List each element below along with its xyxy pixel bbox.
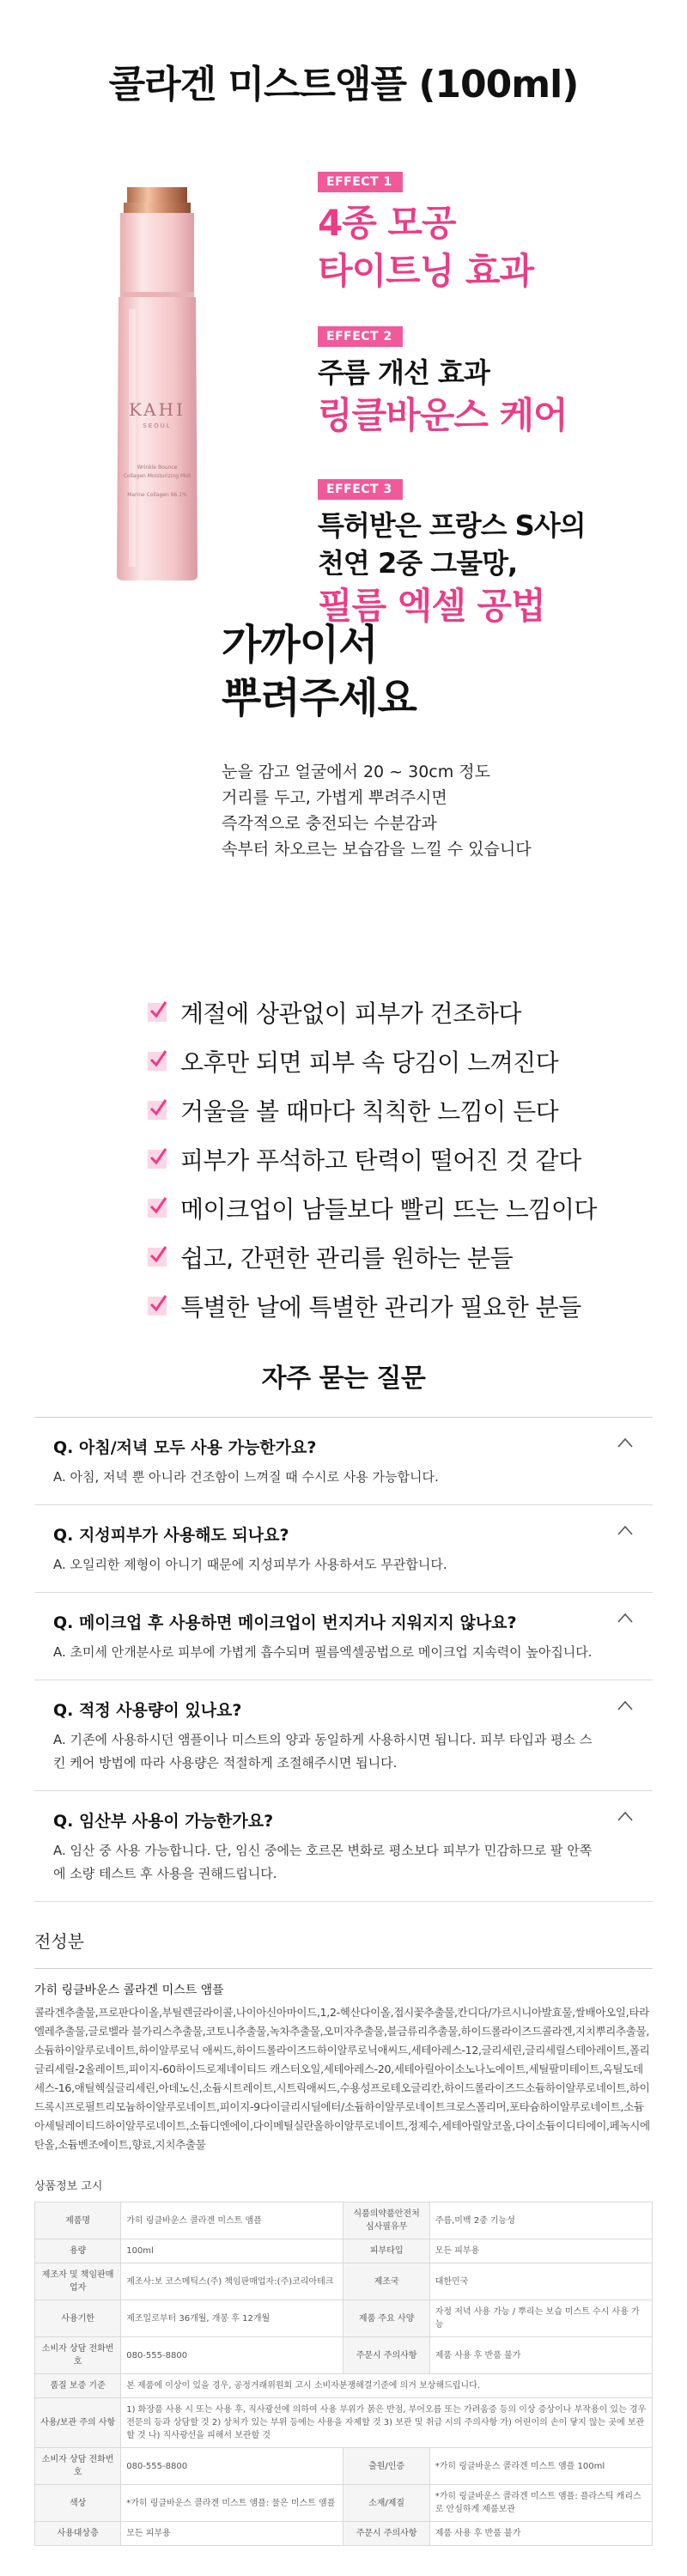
faq-question[interactable]: Q. 적정 사용량이 있나요? — [53, 1701, 242, 1720]
product-info-title: 상품정보 고시 — [34, 2180, 103, 2193]
product-brand: KAHI — [129, 399, 185, 420]
chevron-up-icon[interactable] — [617, 1612, 634, 1624]
table-header-cell: 사용대상층 — [35, 2522, 121, 2546]
table-cell: 제조사:보 코스메틱스(주) 책임판매업자:(주)코리아테크 — [121, 2263, 344, 2300]
spray-text-line: 속부터 차오르는 보습감을 느낄 수 있습니다 — [222, 840, 532, 859]
ingredients-title: 전성분 — [34, 1928, 653, 1969]
checklist-item — [148, 1085, 687, 1134]
effect-badge: EFFECT 1 — [318, 172, 403, 192]
check-icon — [148, 1248, 167, 1267]
effect-line: 4종 모공 — [318, 202, 456, 244]
product-brand-sub: SEOUL — [143, 422, 172, 429]
table-cell: *가히 링클바운스 콜라겐 미스트 앰플: 물은 미스트 앰플 — [121, 2485, 344, 2522]
faq-question[interactable]: Q. 메이크업 후 사용하면 메이크업이 번지거나 지워지지 않나요? — [53, 1613, 517, 1632]
table-header-cell: 품질 보증 기준 — [35, 2374, 121, 2398]
faq-question[interactable]: Q. 지성피부가 사용해도 되나요? — [53, 1526, 289, 1545]
table-header-cell: 제조국 — [344, 2263, 429, 2300]
table-row — [35, 2263, 653, 2300]
table-header-cell: 사용/보관 주의 사항 — [35, 2398, 121, 2448]
faq-answer: A. 초미세 안개분사로 피부에 가볍게 흡수되며 필름엑셀공법으로 메이크업 지속력이 높아집니다. — [53, 1644, 593, 1660]
check-icon — [148, 1150, 167, 1169]
effect-2 — [318, 326, 568, 440]
table-header-cell: 소비자 상담 전화번호 — [35, 2448, 121, 2485]
table-header-cell: 사용기한 — [35, 2300, 121, 2337]
faq-item[interactable] — [34, 1680, 653, 1791]
checklist-item — [148, 987, 687, 1036]
checklist-text: 피부가 푸석하고 탄력이 떨어진 것 같다 — [180, 1145, 581, 1175]
chevron-up-icon[interactable] — [617, 1524, 634, 1536]
table-header-cell: 소비자 상담 전화번호 — [35, 2337, 121, 2374]
faq-answer: A. 기존에 사용하시던 앰플이나 미스트의 양과 동일하게 사용하시면 됩니다. 피부 타입과 평소 스킨 케어 방법에 따라 사용량은 적절하게 조절해주시면 됩니다. — [53, 1732, 593, 1771]
checklist-item — [148, 1281, 687, 1330]
table-cell: 모든 피부용 — [121, 2522, 344, 2546]
bottle-illustration — [101, 172, 213, 584]
product-info-table — [34, 2202, 653, 2546]
check-icon — [148, 1003, 167, 1022]
spray-text-line: 거리를 두고, 가볍게 뿌려주시면 — [222, 788, 447, 807]
spray-section — [0, 584, 687, 987]
table-header-cell: 제조자 및 책임판매업자 — [35, 2263, 121, 2300]
table-header-cell: 식품의약품안전처 심사필유무 — [344, 2202, 429, 2239]
table-header-cell: 피부타입 — [344, 2239, 429, 2263]
table-cell: 080-555-8800 — [121, 2337, 344, 2374]
checklist-item — [148, 1036, 687, 1085]
checklist-text: 메이크업이 남들보다 빨리 뜨는 느낌이다 — [180, 1194, 597, 1224]
table-header-cell: 색상 — [35, 2485, 121, 2522]
effect-1 — [318, 172, 533, 295]
spray-description — [222, 759, 687, 862]
table-header-cell: 제품 주요 사양 — [344, 2300, 429, 2337]
faq-item[interactable] — [34, 1593, 653, 1680]
effect-line: 타이트닝 효과 — [318, 250, 534, 292]
chevron-up-icon[interactable] — [617, 1810, 634, 1822]
effects-section — [0, 129, 687, 627]
effect-line: 링클바운스 케어 — [318, 394, 568, 436]
recommendation-checklist — [0, 987, 687, 1331]
table-cell: 1) 화장품 사용 시 또는 사용 후, 직사광선에 의하여 사용 부위가 붉은 반점, 부어오름 또는 가려움증 등의 이상 증상이나 부작용이 있는 경우 전문의 등과 상담할 것 2) 상처가 있는 부위 등에는 사용을 자제할 것 3) 보관 및 취급 시의 주의사항 가) 어린이의 손이 닿지 않는 곳에 보관할 것 나) 직사광선을 피해서 보관할 것 — [121, 2398, 653, 2448]
checklist-text: 오후만 되면 피부 속 당김이 느껴진다 — [180, 1048, 559, 1077]
table-row — [35, 2239, 653, 2263]
check-icon — [148, 1101, 167, 1120]
table-cell: 가히 링클바운스 콜라겐 미스트 앰플 — [121, 2202, 344, 2239]
faq-item[interactable] — [34, 1791, 653, 1902]
faq-answer: A. 오일리한 제형이 아니기 때문에 지성피부가 사용하셔도 무관합니다. — [53, 1557, 447, 1572]
faq-section — [0, 1331, 687, 1902]
product-bottle-image — [101, 172, 213, 584]
table-cell: 자정 저녁 사용 가능 / 뿌리는 보습 미스트 수시 사용 가능 — [429, 2300, 652, 2337]
product-line-2: Collagen Moisturizing Mist — [123, 473, 192, 479]
faq-question[interactable]: Q. 임산부 사용이 가능한가요? — [53, 1812, 274, 1831]
spray-heading — [222, 584, 687, 725]
spray-text-line: 눈을 감고 얼굴에서 20 ~ 30cm 정도 — [222, 762, 491, 781]
table-header-cell: 주문시 주의사항 — [344, 2522, 429, 2546]
checklist-item — [148, 1232, 687, 1281]
table-cell: *가히 링클바운스 콜라겐 미스트 앰플: 플라스틱 캐리스로 안심하게 제품보관 — [429, 2485, 652, 2522]
ingredients-list: 콜라겐추출물,프로판다이올,부틸렌글라이콜,나이아신아마이드,1,2-헥산다이올,접시꽃추출물,칸디다/가르시니아발효물,쌀배아오일,타라엘레추출물,글로벨라 블가리스추출물,코토니추출물,녹차추출물,오미자추출물,블금류리추출물,하이드롤라이즈드콜라겐,지치뿌리추출물,소듐하이알루로네이트,하이알루로닉 애씨드,하이드롤라이즈드하이알루로닉애씨드,세테아레스-12,글리세린,글리세릴스테아레이트,폴리글리세릴-2올레이트,피이지-60하이드로제네이티드 캐스터오일,세테아레스-20,세테아릴아이소노나노에이트,세틸팔미테이트,옥틸도데세스-16,애틸헥실글리세린,아데노신,소듐시트레이트,시트릭애씨드,수용성프로테오글리칸,하이드롤라이즈드소듐하이알루로네이트,하이드록시프로필트리모늄하이알루로네이트,피이지-9다이글리시딜에터/소듐하이알루로네이트크로스폴리머,포타슘하이알루로네이트,소듐아세틸레이티드하이알루로네이트,소듐디엔에이,다이메틸실란올하이알루로네이트,정제수,세테아릴알코올,다이소듐이디티에이,페녹시에탄올,소듐벤조에이트,향료,지치추출물 — [34, 2006, 650, 2151]
table-row — [35, 2522, 653, 2546]
table-header-cell: 출원/인증 — [344, 2448, 429, 2485]
check-icon — [148, 1199, 167, 1218]
effect-badge: EFFECT 3 — [318, 479, 403, 500]
table-row — [35, 2398, 653, 2448]
table-header-cell: 주문시 주의사항 — [344, 2337, 429, 2374]
spray-text-line: 즉각적으로 충전되는 수분감과 — [222, 814, 437, 833]
table-header-cell: 제품명 — [35, 2202, 121, 2239]
table-row — [35, 2448, 653, 2485]
table-cell: 모든 피부용 — [429, 2239, 652, 2263]
effect-line: 주름 개선 효과 — [318, 356, 489, 389]
effect-badge: EFFECT 2 — [318, 326, 403, 347]
table-row — [35, 2374, 653, 2398]
table-row — [35, 2485, 653, 2522]
effect-line: 천연 2중 그물망, — [318, 547, 518, 580]
spray-heading-line-1: 가까이서 — [222, 621, 378, 669]
page-title: 콜라겐 미스트앰플 (100ml) — [108, 63, 579, 106]
checklist-text: 쉽고, 간편한 관리를 원하는 분들 — [180, 1243, 514, 1273]
product-line-1: Wrinkle Bounce — [137, 465, 178, 471]
checklist-text: 특별한 날에 특별한 관리가 필요한 분들 — [180, 1292, 581, 1321]
table-cell: 100ml — [121, 2239, 344, 2263]
effect-line: 필름 엑셀 공법 — [318, 585, 545, 627]
faq-item[interactable] — [34, 1418, 653, 1505]
chevron-up-icon[interactable] — [617, 1437, 634, 1449]
product-info-section — [34, 2177, 653, 2546]
checklist-text: 계절에 상관없이 피부가 건조하다 — [180, 999, 521, 1028]
table-cell: 080-555-8800 — [121, 2448, 344, 2485]
faq-question[interactable]: Q. 아침/저녁 모두 사용 가능한가요? — [53, 1438, 317, 1457]
ingredients-section — [34, 1928, 653, 2154]
faq-list — [34, 1417, 653, 1902]
table-cell: 본 제품에 이상이 있을 경우, 공정거래위원회 고시 소비자분쟁해결기준에 의거 보상해드립니다. — [121, 2374, 653, 2398]
table-row — [35, 2337, 653, 2374]
checklist-item — [148, 1183, 687, 1232]
check-icon — [148, 1297, 167, 1315]
faq-answer: A. 임산 중 사용 가능합니다. 단, 임신 중에는 호르몬 변화로 평소보다 피부가 민감하므로 팔 안쪽에 소량 테스트 후 사용을 권해드립니다. — [53, 1843, 593, 1881]
table-cell: 주름,미백 2중 기능성 — [429, 2202, 652, 2239]
chevron-up-icon[interactable] — [617, 1699, 634, 1711]
product-line-3: Marine Collagen 96.1% — [127, 492, 187, 498]
ingredients-product-name: 가히 링클바운스 콜라겐 미스트 앰플 — [34, 1984, 224, 1997]
checklist-item — [148, 1134, 687, 1183]
table-header-cell: 용량 — [35, 2239, 121, 2263]
check-icon — [148, 1052, 167, 1071]
table-cell: 제조일로부터 36개월, 개봉 후 12개월 — [121, 2300, 344, 2337]
faq-item[interactable] — [34, 1505, 653, 1593]
faq-title: 자주 묻는 질문 — [261, 1364, 426, 1394]
effect-line: 특허받은 프랑스 S사의 — [318, 509, 586, 542]
table-cell: 대한민국 — [429, 2263, 652, 2300]
table-row — [35, 2202, 653, 2239]
table-cell: 제품 사용 후 반품 불가 — [429, 2337, 652, 2374]
faq-answer: A. 아침, 저녁 뿐 아니라 건조함이 느껴질 때 수시로 사용 가능합니다. — [53, 1469, 439, 1485]
table-row — [35, 2300, 653, 2337]
table-cell: *가히 링클바운스 콜라겐 미스트 앰플 100ml — [429, 2448, 652, 2485]
table-cell: 제품 사용 후 반품 불가 — [429, 2522, 652, 2546]
table-header-cell: 소재/제질 — [344, 2485, 429, 2522]
checklist-text: 거울을 볼 때마다 칙칙한 느낌이 든다 — [180, 1097, 559, 1126]
spray-heading-line-2: 뿌려주세요 — [222, 674, 416, 722]
